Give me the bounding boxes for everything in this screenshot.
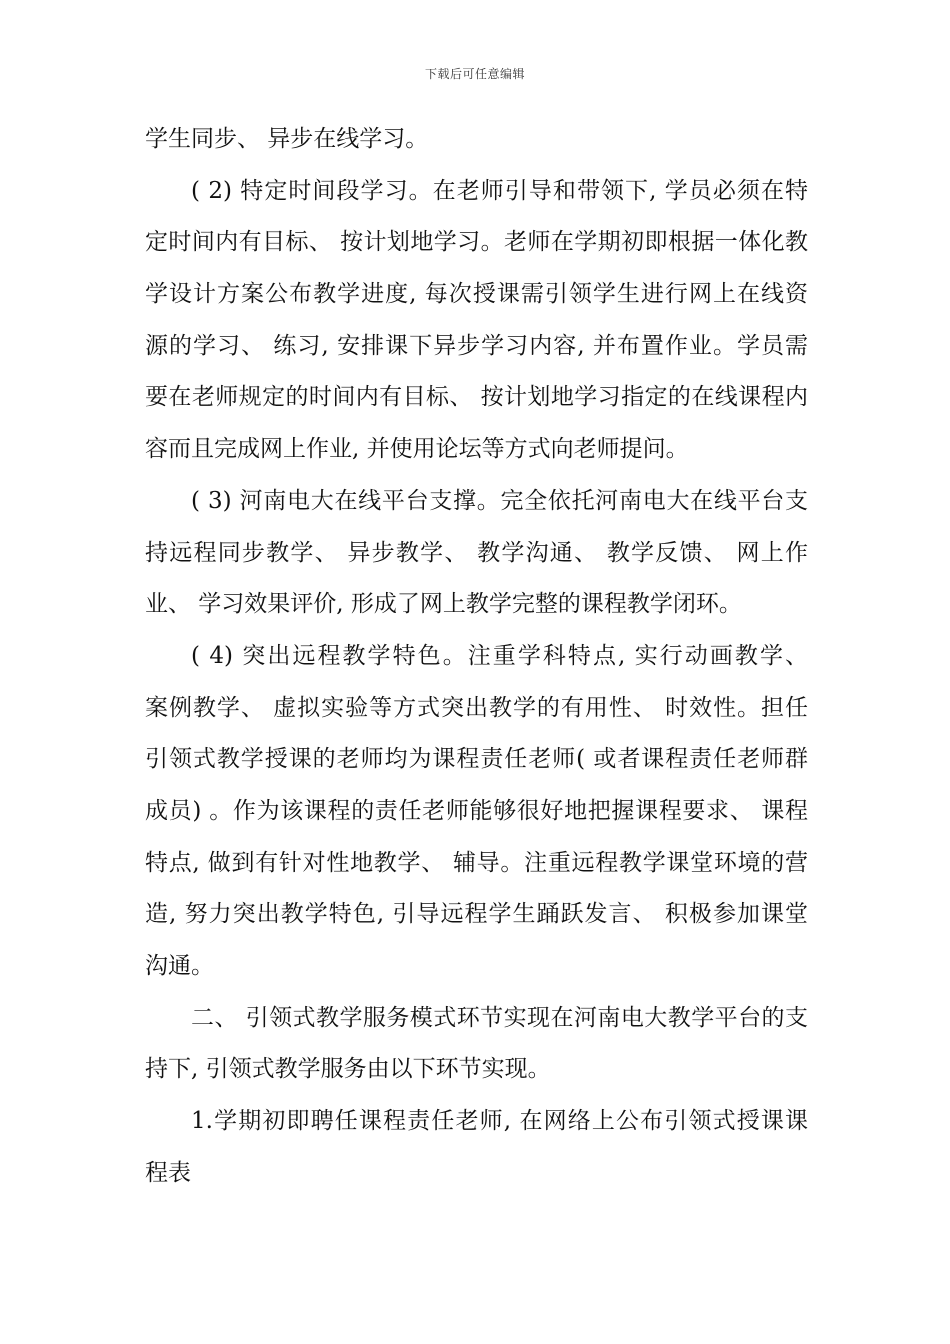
text-line: 案例教学、 虚拟实验等方式突出教学的有用性、 时效性。担任 <box>145 694 808 721</box>
paragraph <box>145 631 808 993</box>
text-line: 二、 引领式教学服务模式环节实现在河南电大教学平台的支 <box>191 1004 808 1031</box>
text-line: 1.学期初即聘任课程责任老师, 在网络上公布引领式授课课 <box>191 1108 808 1135</box>
paragraph <box>145 1096 808 1199</box>
text-line: 容而且完成网上作业, 并使用论坛等方式向老师提问。 <box>145 436 689 463</box>
text-line: 特点, 做到有针对性地教学、 辅导。注重远程教学课堂环境的营 <box>145 849 808 876</box>
text-line: 学设计方案公布教学进度, 每次授课需引领学生进行网上在线资 <box>145 281 808 308</box>
paragraph <box>145 114 808 166</box>
paragraph <box>145 476 808 631</box>
text-line: 学生同步、 异步在线学习。 <box>145 126 429 152</box>
text-line: 沟通。 <box>145 953 214 979</box>
text-line: 业、 学习效果评价, 形成了网上教学完整的课程教学闭环。 <box>145 591 742 618</box>
text-line: 成员) 。作为该课程的责任老师能够很好地把握课程要求、 课程 <box>145 797 808 824</box>
text-line: 定时间内有目标、 按计划地学习。老师在学期初即根据一体化教 <box>145 229 808 256</box>
text-line: ( 3) 河南电大在线平台支撑。完全依托河南电大在线平台支 <box>191 487 808 514</box>
text-line: 要在老师规定的时间内有目标、 按计划地学习指定的在线课程内 <box>145 384 808 411</box>
text-line: 持下, 引领式教学服务由以下环节实现。 <box>145 1056 551 1083</box>
document-body <box>145 114 808 1199</box>
text-line: 造, 努力突出教学特色, 引导远程学生踊跃发言、 积极参加课堂 <box>145 901 808 928</box>
text-line: ( 2) 特定时间段学习。在老师引导和带领下, 学员必须在特 <box>191 177 808 204</box>
text-line: 持远程同步教学、 异步教学、 教学沟通、 教学反馈、 网上作 <box>145 539 808 566</box>
paragraph <box>145 993 808 1096</box>
page-header-note: 下载后可任意编辑 <box>424 67 525 81</box>
paragraph <box>145 166 808 476</box>
text-line: 源的学习、 练习, 安排课下异步学习内容, 并布置作业。学员需 <box>145 332 808 359</box>
text-line: 程表 <box>145 1159 191 1186</box>
text-line: 引领式教学授课的老师均为课程责任老师( 或者课程责任老师群 <box>145 746 808 773</box>
text-line: ( 4) 突出远程教学特色。注重学科特点, 实行动画教学、 <box>191 642 808 669</box>
